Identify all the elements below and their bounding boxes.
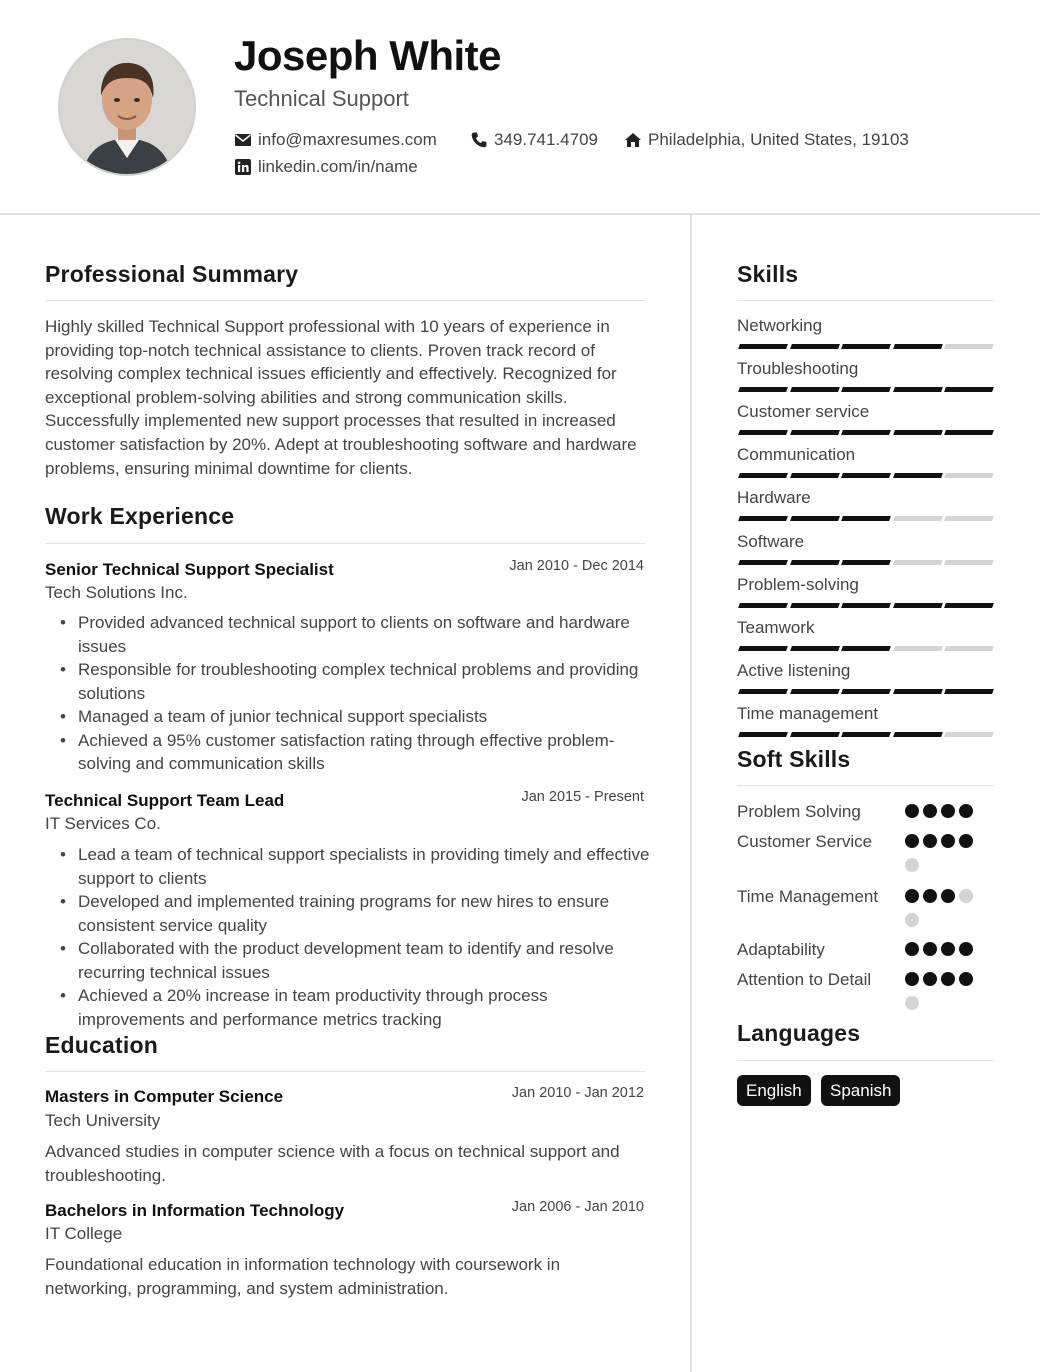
soft-skills-heading: Soft Skills: [737, 746, 851, 772]
skill-level-bar: [737, 387, 993, 392]
skill-segment-filled: [790, 603, 840, 608]
linkedin-text: linkedin.com/in/name: [258, 157, 418, 176]
skill-level-bar: [737, 603, 993, 608]
skill-segment-empty: [944, 646, 994, 651]
skill-segment-filled: [738, 646, 788, 651]
soft-skills-rule: [737, 785, 994, 786]
contact-phone[interactable]: [470, 130, 598, 150]
skill-segment-filled: [841, 560, 891, 565]
skill-segment-filled: [893, 430, 943, 435]
skill-segment-filled: [893, 603, 943, 608]
skill-segment-empty: [893, 516, 943, 521]
skill-segment-empty: [944, 344, 994, 349]
resume-header: [0, 0, 1040, 215]
rating-dot-filled: [941, 834, 955, 848]
degree-title: Bachelors in Information Technology: [45, 1201, 345, 1220]
job-title: Senior Technical Support Specialist: [45, 560, 334, 579]
skill-name: Communication: [737, 445, 856, 465]
skill-segment-filled: [841, 603, 891, 608]
skill-name: Customer service: [737, 402, 870, 422]
contact-location: [624, 130, 909, 150]
bullet-item: • Lead a team of technical support specialists in providing timely and effective support to clients: [60, 843, 650, 890]
skill-segment-filled: [790, 560, 840, 565]
job-dates: Jan 2010 - Dec 2014: [509, 558, 644, 574]
rating-dot-empty: [959, 889, 973, 903]
skill-level-bar: [737, 430, 993, 435]
bullet-item: • Developed and implemented training programs for new hires to ensure consistent service quality: [60, 890, 650, 937]
rating-dot-filled: [959, 804, 973, 818]
education-rule: [45, 1071, 645, 1072]
rating-dot-filled: [905, 834, 919, 848]
job-title: Technical Support Team Lead: [45, 791, 285, 810]
skill-segment-filled: [841, 689, 891, 694]
rating-dot-filled: [941, 972, 955, 986]
skill-segment-filled: [790, 387, 840, 392]
skill-segment-filled: [841, 646, 891, 651]
language-pill: Spanish: [821, 1075, 900, 1106]
work-rule: [45, 543, 645, 544]
skill-level-bar: [737, 560, 993, 565]
skill-level-bar: [737, 689, 993, 694]
rating-dot-filled: [923, 804, 937, 818]
skill-name: Time management: [737, 703, 879, 723]
bullet-item: • Responsible for troubleshooting complex technical problems and providing solutions: [60, 658, 650, 705]
skill-name: Troubleshooting: [737, 359, 859, 379]
skill-segment-filled: [944, 603, 994, 608]
skill-segment-empty: [944, 560, 994, 565]
candidate-title: Technical Support: [234, 86, 409, 111]
skill-segment-empty: [944, 732, 994, 737]
rating-dot-filled: [923, 972, 937, 986]
skill-level-bar: [737, 732, 993, 737]
job-bullets: [60, 611, 650, 776]
rating-dot-filled: [905, 972, 919, 986]
skill-segment-filled: [841, 516, 891, 521]
skill-segment-filled: [944, 387, 994, 392]
rating-dot-filled: [923, 889, 937, 903]
soft-skill-name: Time Management: [737, 887, 879, 906]
skill-segment-filled: [893, 344, 943, 349]
bullet-item: • Achieved a 20% increase in team productivity through process improvements and performance metrics tracking: [60, 984, 650, 1031]
job-company: IT Services Co.: [45, 814, 161, 833]
skill-name: Hardware: [737, 488, 811, 508]
skill-segment-filled: [738, 732, 788, 737]
skill-segment-empty: [893, 646, 943, 651]
skill-level-bar: [737, 344, 993, 349]
rating-dot-empty: [905, 996, 919, 1010]
candidate-name: Joseph White: [234, 32, 502, 79]
skill-segment-filled: [841, 344, 891, 349]
rating-dot-filled: [923, 834, 937, 848]
summary-heading: Professional Summary: [45, 261, 299, 287]
skill-segment-empty: [944, 473, 994, 478]
skill-name: Active listening: [737, 660, 851, 680]
rating-dot-filled: [905, 804, 919, 818]
job-bullets: [60, 843, 650, 1031]
rating-dot-filled: [959, 972, 973, 986]
languages-rule: [737, 1060, 994, 1061]
skill-name: Problem-solving: [737, 574, 859, 594]
skill-segment-filled: [738, 516, 788, 521]
skill-segment-filled: [893, 732, 943, 737]
rating-dot-filled: [941, 942, 955, 956]
skill-segment-filled: [738, 560, 788, 565]
skill-segment-filled: [738, 689, 788, 694]
email-text: info@maxresumes.com: [258, 130, 437, 149]
rating-dot-empty: [905, 858, 919, 872]
skill-segment-filled: [790, 473, 840, 478]
person-portrait-icon: [60, 40, 194, 174]
degree-dates: Jan 2010 - Jan 2012: [511, 1085, 644, 1101]
bullet-item: • Collaborated with the product development team to identify and resolve recurring technical issues: [60, 937, 650, 984]
summary-text: Highly skilled Technical Support professional with 10 years of experience in providing top-notch technical assistance to clients. Proven track record of resolving complex technical issues efficiently and effectively. Recognized for exceptional problem-solving abilities and strong communication skills. Successfully implemented new support processes that resulted in increased customer satisfaction by 20%. Adept at troubleshooting software and hardware problems, ensuring minimal downtime for clients.: [45, 317, 637, 478]
contact-email[interactable]: [234, 130, 437, 150]
contact-linkedin[interactable]: [234, 157, 418, 177]
skill-segment-filled: [944, 689, 994, 694]
skill-segment-empty: [944, 516, 994, 521]
home-icon: [624, 131, 642, 149]
skill-segment-filled: [893, 473, 943, 478]
skill-segment-filled: [841, 430, 891, 435]
skill-segment-filled: [738, 473, 788, 478]
degree-dates: Jan 2006 - Jan 2010: [511, 1199, 644, 1215]
profile-photo: [58, 38, 196, 176]
rating-dot-filled: [959, 942, 973, 956]
skill-level-bar: [737, 646, 993, 651]
bullet-item: • Provided advanced technical support to clients on software and hardware issues: [60, 611, 650, 658]
school-name: Tech University: [45, 1111, 161, 1130]
column-divider: [690, 215, 692, 1372]
skill-level-bar: [737, 473, 993, 478]
phone-icon: [470, 131, 488, 149]
job-company: Tech Solutions Inc.: [45, 583, 188, 602]
skill-level-bar: [737, 516, 993, 521]
soft-skill-name: Adaptability: [737, 940, 825, 959]
envelope-icon: [234, 131, 252, 149]
skill-segment-filled: [790, 516, 840, 521]
school-name: IT College: [45, 1224, 123, 1243]
phone-text: 349.741.4709: [494, 130, 598, 149]
rating-dot-filled: [941, 889, 955, 903]
skill-segment-filled: [841, 473, 891, 478]
location-text: Philadelphia, United States, 19103: [648, 130, 909, 149]
skills-heading: Skills: [737, 261, 799, 287]
summary-rule: [45, 300, 645, 301]
work-heading: Work Experience: [45, 503, 235, 529]
skill-segment-filled: [790, 732, 840, 737]
skill-segment-filled: [841, 732, 891, 737]
soft-skill-name: Problem Solving: [737, 802, 861, 821]
skill-segment-filled: [738, 430, 788, 435]
skill-segment-filled: [738, 603, 788, 608]
education-heading: Education: [45, 1032, 158, 1058]
skill-segment-filled: [790, 344, 840, 349]
bullet-item: • Achieved a 95% customer satisfaction rating through effective problem-solving and communication skills: [60, 729, 650, 776]
skill-segment-filled: [790, 689, 840, 694]
skill-segment-filled: [841, 387, 891, 392]
skill-segment-filled: [893, 387, 943, 392]
skill-segment-filled: [738, 387, 788, 392]
language-pill: English: [737, 1075, 811, 1106]
soft-skill-name: Customer Service: [737, 832, 873, 851]
soft-skill-name: Attention to Detail: [737, 970, 872, 989]
skill-segment-empty: [893, 560, 943, 565]
degree-description: Foundational education in information technology with coursework in networking, programming, and system administration.: [45, 1255, 561, 1298]
rating-dot-filled: [905, 889, 919, 903]
rating-dot-filled: [941, 804, 955, 818]
skill-segment-filled: [790, 646, 840, 651]
linkedin-icon: [234, 158, 252, 176]
bullet-item: • Managed a team of junior technical support specialists: [60, 705, 650, 729]
skill-segment-filled: [893, 689, 943, 694]
skill-name: Software: [737, 531, 805, 551]
skill-segment-filled: [790, 430, 840, 435]
skill-name: Networking: [737, 316, 823, 335]
degree-description: Advanced studies in computer science with a focus on technical support and troubleshooting.: [45, 1142, 620, 1185]
rating-dot-empty: [905, 913, 919, 927]
languages-heading: Languages: [737, 1020, 861, 1046]
skill-segment-filled: [738, 344, 788, 349]
rating-dot-filled: [905, 942, 919, 956]
skill-segment-filled: [944, 430, 994, 435]
rating-dot-filled: [959, 834, 973, 848]
skill-name: Teamwork: [737, 617, 815, 637]
degree-title: Masters in Computer Science: [45, 1087, 284, 1106]
skills-rule: [737, 300, 994, 301]
job-dates: Jan 2015 - Present: [521, 789, 644, 805]
rating-dot-filled: [923, 942, 937, 956]
